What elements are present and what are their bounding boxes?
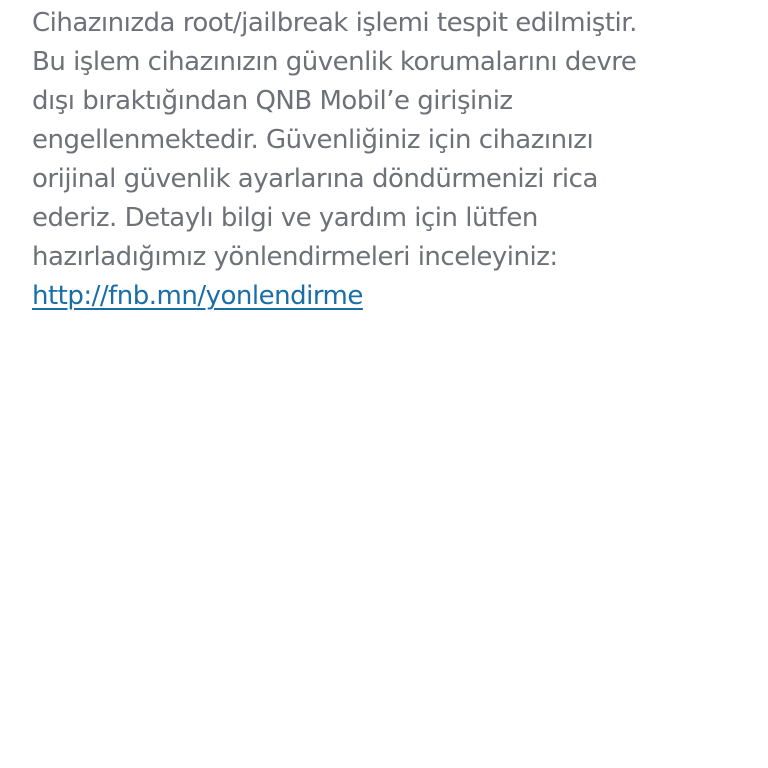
message-line: hazırladığımız yönlendirmeleri inceleyiniz: xyxy=(32,242,558,272)
message-line: dışı bıraktığından QNB Mobil’e girişiniz xyxy=(32,86,513,116)
message-line: orijinal güvenlik ayarlarına döndürmenizi rica xyxy=(32,164,598,194)
message-line: engellenmektedir. Güvenliğiniz için cihazınızı xyxy=(32,125,594,155)
message-line: Cihazınızda root/jailbreak işlemi tespit edilmiştir. xyxy=(32,8,637,38)
message-line: ederiz. Detaylı bilgi ve yardım için lütfen xyxy=(32,203,538,233)
root-jailbreak-warning-message xyxy=(32,4,748,316)
guidance-link[interactable]: http://fnb.mn/yonlendirme xyxy=(32,281,363,311)
message-line: Bu işlem cihazınızın güvenlik korumalarını devre xyxy=(32,47,637,77)
